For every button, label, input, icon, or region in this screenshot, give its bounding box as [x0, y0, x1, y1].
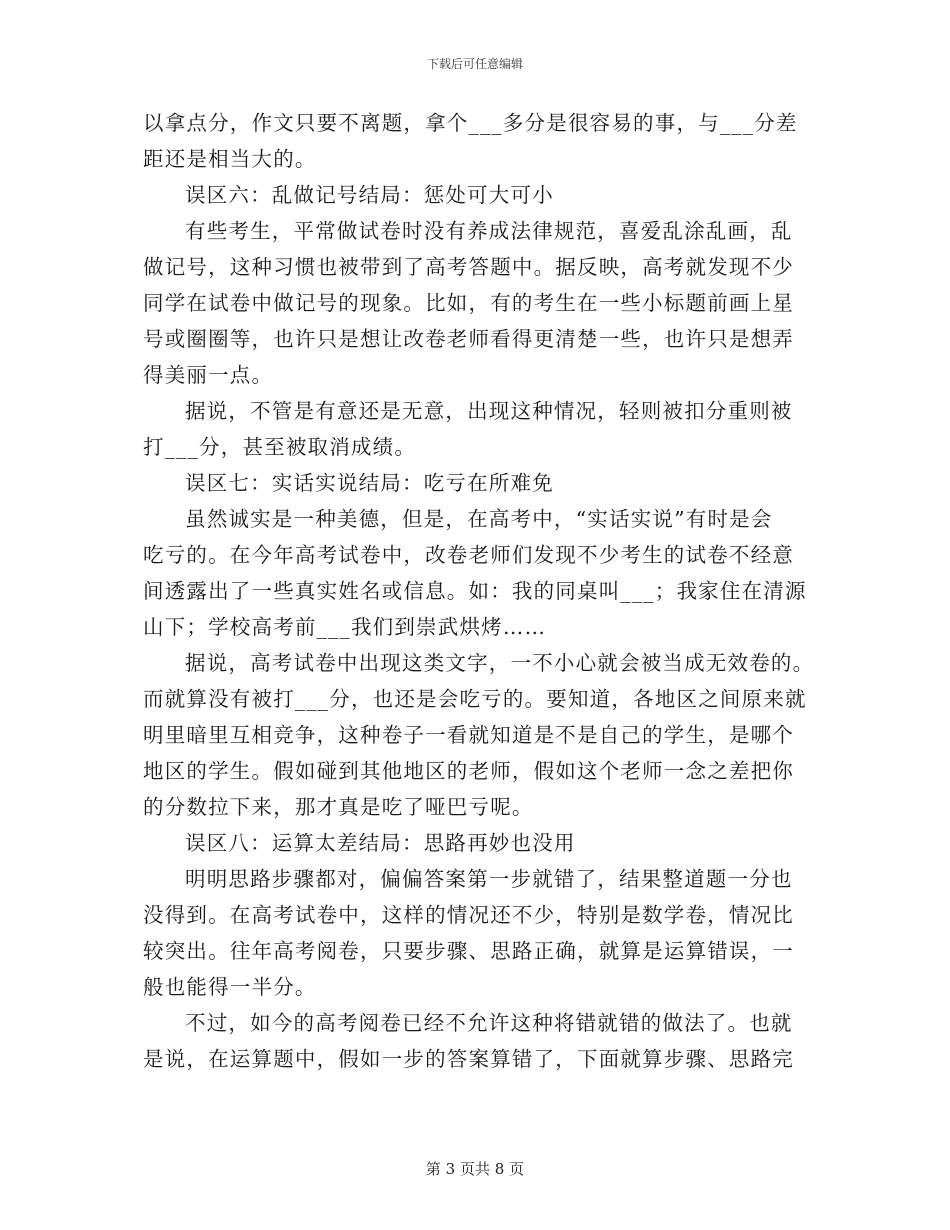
text-line: 做记号，这种习惯也被带到了高考答题中。据反映，高考就发现不少	[143, 255, 794, 279]
section-heading: 误区六：乱做记号结局：惩处可大可小	[185, 183, 554, 207]
page-header: 下载后可任意编辑	[426, 57, 523, 71]
text-line: 打___分，甚至被取消成绩。	[143, 435, 417, 459]
page-number: 第 3 页共 8 页	[425, 1160, 525, 1178]
text-line: 距还是相当大的。	[143, 147, 317, 171]
text-line: 得美丽一点。	[143, 363, 274, 387]
text-line: 地区的学生。假如碰到其他地区的老师，假如这个老师一念之差把你	[143, 759, 794, 783]
text-line: 以拿点分，作文只要不离题，拿个___多分是很容易的事，与___分差	[143, 111, 798, 135]
section-heading: 误区八：运算太差结局：思路再妙也没用	[185, 831, 576, 855]
section-heading: 误区七：实话实说结局：吃亏在所难免	[185, 471, 554, 495]
text-line: 同学在试卷中做记号的现象。比如，有的考生在一些小标题前画上星	[143, 291, 794, 315]
text-line: 号或圈圈等，也许只是想让改卷老师看得更清楚一些，也许只是想弄	[143, 327, 794, 351]
text-line: 吃亏的。在今年高考试卷中，改卷老师们发现不少考生的试卷不经意	[143, 543, 794, 567]
document-body	[143, 105, 815, 1077]
text-line: 般也能得一半分。	[143, 975, 317, 999]
text-line: 明里暗里互相竞争，这种卷子一看就知道是不是自己的学生，是哪个	[143, 723, 794, 747]
text-line: 的分数拉下来，那才真是吃了哑巴亏呢。	[143, 795, 534, 819]
paragraph-start: 不过，如今的高考阅卷已经不允许这种将错就错的做法了。也就	[185, 1011, 793, 1035]
paragraph-start: 据说，高考试卷中出现这类文字，一不小心就会被当成无效卷的。	[185, 651, 815, 675]
paragraph-start: 据说，不管是有意还是无意，出现这种情况，轻则被扣分重则被	[185, 399, 793, 423]
text-line: 间透露出了一些真实姓名或信息。如：我的同桌叫___；我家住在清源	[143, 579, 807, 603]
text-line: 是说，在运算题中，假如一步的答案算错了，下面就算步骤、思路完	[143, 1047, 794, 1071]
paragraph-start: 明明思路步骤都对，偏偏答案第一步就错了，结果整道题一分也	[185, 867, 793, 891]
text-line: 而就算没有被打___分，也还是会吃亏的。要知道，各地区之间原来就	[143, 687, 807, 711]
text-line: 山下；学校高考前___我们到崇武烘烤……	[143, 615, 547, 639]
paragraph-start: 有些考生，平常做试卷时没有养成法律规范，喜爱乱涂乱画，乱	[185, 219, 793, 243]
text-line: 没得到。在高考试卷中，这样的情况还不少，特别是数学卷，情况比	[143, 903, 794, 927]
text-line: 较突出。往年高考阅卷，只要步骤、思路正确，就算是运算错误，一	[143, 939, 794, 963]
paragraph-start: 虽然诚实是一种美德，但是，在高考中，“实话实说”有时是会	[185, 507, 773, 531]
